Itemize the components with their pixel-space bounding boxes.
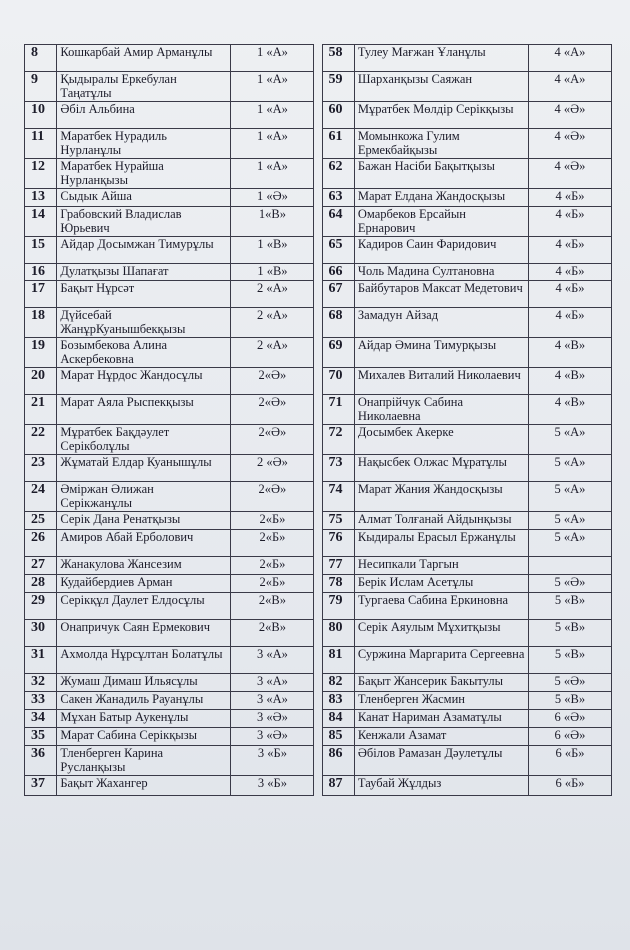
table-row xyxy=(25,264,612,281)
class-grade: 4 «Ә» xyxy=(528,159,611,189)
table-row xyxy=(25,692,612,710)
student-name: Мұратбек Мөлдір Серікқызы xyxy=(354,102,528,129)
class-grade: 2 «А» xyxy=(231,281,314,308)
class-grade: 4 «Б» xyxy=(528,189,611,207)
row-number: 86 xyxy=(322,746,354,776)
table-row xyxy=(25,575,612,593)
student-name: Алмат Толғанай Айдынқызы xyxy=(354,512,528,530)
column-gap xyxy=(314,674,322,692)
student-name: Сыдык Айша xyxy=(57,189,231,207)
student-name: Тленберген Карина Русланқызы xyxy=(57,746,231,776)
student-name: Онапрійчук Сабина Николаевна xyxy=(354,395,528,425)
column-gap xyxy=(314,72,322,102)
student-name: Марат Аяла Рыспекқызы xyxy=(57,395,231,425)
student-name: Айдар Досымжан Тимурұлы xyxy=(57,237,231,264)
column-gap xyxy=(314,728,322,746)
student-name: Амиров Абай Ерболович xyxy=(57,530,231,557)
class-grade: 5 «В» xyxy=(528,692,611,710)
table-row xyxy=(25,338,612,368)
column-gap xyxy=(314,710,322,728)
row-number: 66 xyxy=(322,264,354,281)
student-name: Дүйсебай ЖанұрКуанышбекқызы xyxy=(57,308,231,338)
table-row xyxy=(25,129,612,159)
table-row xyxy=(25,512,612,530)
row-number: 65 xyxy=(322,237,354,264)
column-gap xyxy=(314,746,322,776)
table-row xyxy=(25,593,612,620)
student-name: Бажан Насіби Бақытқызы xyxy=(354,159,528,189)
student-name: Кадиров Саин Фаридович xyxy=(354,237,528,264)
student-name: Марат Нұрдос Жандосұлы xyxy=(57,368,231,395)
student-name: Қыдыралы Еркебулан Таңатұлы xyxy=(57,72,231,102)
student-name: Маратбек Нурайша Нурланқызы xyxy=(57,159,231,189)
column-gap xyxy=(314,159,322,189)
class-grade xyxy=(528,557,611,575)
row-number: 8 xyxy=(25,45,57,72)
column-gap xyxy=(314,45,322,72)
row-number: 64 xyxy=(322,207,354,237)
student-name: Марат Елдана Жандосқызы xyxy=(354,189,528,207)
student-name: Берік Ислам Асетұлы xyxy=(354,575,528,593)
class-grade: 3 «А» xyxy=(231,692,314,710)
row-number: 87 xyxy=(322,776,354,796)
student-name: Әміржан Әлижан Серікжанұлы xyxy=(57,482,231,512)
row-number: 78 xyxy=(322,575,354,593)
row-number: 19 xyxy=(25,338,57,368)
class-grade: 5 «В» xyxy=(528,620,611,647)
class-grade: 2«В» xyxy=(231,620,314,647)
student-name: Әбіл Альбина xyxy=(57,102,231,129)
row-number: 37 xyxy=(25,776,57,796)
column-gap xyxy=(314,237,322,264)
table-row xyxy=(25,482,612,512)
roster-body xyxy=(25,45,612,796)
column-gap xyxy=(314,692,322,710)
class-grade: 1 «А» xyxy=(231,45,314,72)
student-name: Дулатқызы Шапағат xyxy=(57,264,231,281)
class-grade: 2«Ә» xyxy=(231,482,314,512)
class-grade: 1 «А» xyxy=(231,72,314,102)
row-number: 74 xyxy=(322,482,354,512)
row-number: 31 xyxy=(25,647,57,674)
class-grade: 3 «Ә» xyxy=(231,728,314,746)
class-grade: 1 «В» xyxy=(231,237,314,264)
column-gap xyxy=(314,776,322,796)
row-number: 20 xyxy=(25,368,57,395)
row-number: 13 xyxy=(25,189,57,207)
row-number: 21 xyxy=(25,395,57,425)
student-name: Тулеу Мағжан Ұланұлы xyxy=(354,45,528,72)
table-row xyxy=(25,237,612,264)
row-number: 22 xyxy=(25,425,57,455)
class-grade: 1 «А» xyxy=(231,129,314,159)
student-name: Серік Аяулым Мұхитқызы xyxy=(354,620,528,647)
table-row xyxy=(25,455,612,482)
student-name: Бозымбекова Алина Аскербековна xyxy=(57,338,231,368)
row-number: 67 xyxy=(322,281,354,308)
class-grade: 5 «В» xyxy=(528,593,611,620)
row-number: 10 xyxy=(25,102,57,129)
class-grade: 2«Ә» xyxy=(231,425,314,455)
student-name: Момынкожа Гулим Ермекбайқызы xyxy=(354,129,528,159)
row-number: 33 xyxy=(25,692,57,710)
class-grade: 5 «А» xyxy=(528,482,611,512)
student-name: Тленберген Жасмин xyxy=(354,692,528,710)
table-row xyxy=(25,189,612,207)
class-grade: 5 «А» xyxy=(528,455,611,482)
row-number: 69 xyxy=(322,338,354,368)
column-gap xyxy=(314,620,322,647)
row-number: 11 xyxy=(25,129,57,159)
class-grade: 6 «Б» xyxy=(528,746,611,776)
row-number: 70 xyxy=(322,368,354,395)
column-gap xyxy=(314,264,322,281)
table-row xyxy=(25,557,612,575)
row-number: 77 xyxy=(322,557,354,575)
row-number: 25 xyxy=(25,512,57,530)
class-grade: 2«Б» xyxy=(231,530,314,557)
class-grade: 4 «В» xyxy=(528,338,611,368)
class-grade: 3 «Ә» xyxy=(231,710,314,728)
column-gap xyxy=(314,189,322,207)
student-name: Канат Нариман Азаматұлы xyxy=(354,710,528,728)
class-grade: 4 «В» xyxy=(528,368,611,395)
row-number: 14 xyxy=(25,207,57,237)
student-name: Чоль Мадина Султановна xyxy=(354,264,528,281)
class-grade: 1 «А» xyxy=(231,102,314,129)
class-grade: 5 «А» xyxy=(528,530,611,557)
row-number: 85 xyxy=(322,728,354,746)
row-number: 32 xyxy=(25,674,57,692)
class-grade: 2«Б» xyxy=(231,557,314,575)
class-grade: 6 «Ә» xyxy=(528,710,611,728)
row-number: 68 xyxy=(322,308,354,338)
row-number: 17 xyxy=(25,281,57,308)
table-row xyxy=(25,620,612,647)
table-row xyxy=(25,728,612,746)
student-name: Замадун Айзад xyxy=(354,308,528,338)
table-row xyxy=(25,207,612,237)
column-gap xyxy=(314,281,322,308)
column-gap xyxy=(314,512,322,530)
student-name: Кыдиралы Ерасыл Ержанұлы xyxy=(354,530,528,557)
class-grade: 4 «Б» xyxy=(528,264,611,281)
student-name: Бақыт Жахангер xyxy=(57,776,231,796)
student-name: Маратбек Нурадиль Нурланұлы xyxy=(57,129,231,159)
class-grade: 6 «Б» xyxy=(528,776,611,796)
class-grade: 5 «В» xyxy=(528,647,611,674)
table-row xyxy=(25,368,612,395)
table-row xyxy=(25,72,612,102)
student-name: Сакен Жанадиль Рауанұлы xyxy=(57,692,231,710)
column-gap xyxy=(314,368,322,395)
table-row xyxy=(25,425,612,455)
row-number: 80 xyxy=(322,620,354,647)
student-name: Жұматай Елдар Куанышұлы xyxy=(57,455,231,482)
class-grade: 5 «А» xyxy=(528,425,611,455)
column-gap xyxy=(314,647,322,674)
row-number: 75 xyxy=(322,512,354,530)
student-name: Омарбеков Ерсайын Ернарович xyxy=(354,207,528,237)
student-roster-table xyxy=(24,44,612,796)
class-grade: 4 «Б» xyxy=(528,207,611,237)
column-gap xyxy=(314,308,322,338)
column-gap xyxy=(314,530,322,557)
column-gap xyxy=(314,593,322,620)
student-name: Әбілов Рамазан Дәулетұлы xyxy=(354,746,528,776)
student-name: Несипкали Таргын xyxy=(354,557,528,575)
row-number: 18 xyxy=(25,308,57,338)
student-name: Ахмолда Нұрсұлтан Болатұлы xyxy=(57,647,231,674)
row-number: 16 xyxy=(25,264,57,281)
column-gap xyxy=(314,557,322,575)
student-name: Нақысбек Олжас Мұратұлы xyxy=(354,455,528,482)
column-gap xyxy=(314,129,322,159)
student-name: Серік Дана Ренатқызы xyxy=(57,512,231,530)
row-number: 29 xyxy=(25,593,57,620)
column-gap xyxy=(314,482,322,512)
student-name: Суржина Маргарита Сергеевна xyxy=(354,647,528,674)
class-grade: 1 «В» xyxy=(231,264,314,281)
class-grade: 5 «Ә» xyxy=(528,674,611,692)
class-grade: 5 «А» xyxy=(528,512,611,530)
student-name: Марат Жания Жандосқызы xyxy=(354,482,528,512)
row-number: 72 xyxy=(322,425,354,455)
class-grade: 2«Ә» xyxy=(231,368,314,395)
class-grade: 4 «Ә» xyxy=(528,102,611,129)
column-gap xyxy=(314,395,322,425)
class-grade: 3 «Б» xyxy=(231,746,314,776)
student-name: Таубай Жұлдыз xyxy=(354,776,528,796)
class-grade: 5 «Ә» xyxy=(528,575,611,593)
class-grade: 2«В» xyxy=(231,593,314,620)
class-grade: 4 «Б» xyxy=(528,281,611,308)
row-number: 24 xyxy=(25,482,57,512)
table-row xyxy=(25,395,612,425)
row-number: 73 xyxy=(322,455,354,482)
table-row xyxy=(25,530,612,557)
table-row xyxy=(25,308,612,338)
class-grade: 3 «А» xyxy=(231,674,314,692)
student-name: Бақыт Жансерик Бакытулы xyxy=(354,674,528,692)
row-number: 28 xyxy=(25,575,57,593)
column-gap xyxy=(314,207,322,237)
row-number: 63 xyxy=(322,189,354,207)
class-grade: 3 «А» xyxy=(231,647,314,674)
table-row xyxy=(25,647,612,674)
row-number: 30 xyxy=(25,620,57,647)
student-name: Досымбек Акерке xyxy=(354,425,528,455)
student-name: Айдар Әмина Тимурқызы xyxy=(354,338,528,368)
class-grade: 2 «А» xyxy=(231,338,314,368)
column-gap xyxy=(314,425,322,455)
class-grade: 4 «Б» xyxy=(528,237,611,264)
table-row xyxy=(25,746,612,776)
student-name: Онапричук Саян Ермекович xyxy=(57,620,231,647)
row-number: 79 xyxy=(322,593,354,620)
row-number: 15 xyxy=(25,237,57,264)
row-number: 76 xyxy=(322,530,354,557)
student-name: Грабовский Владислав Юрьевич xyxy=(57,207,231,237)
row-number: 62 xyxy=(322,159,354,189)
class-grade: 4 «А» xyxy=(528,45,611,72)
row-number: 12 xyxy=(25,159,57,189)
row-number: 84 xyxy=(322,710,354,728)
student-name: Бақыт Нұрсәт xyxy=(57,281,231,308)
student-name: Кошкарбай Амир Арманұлы xyxy=(57,45,231,72)
column-gap xyxy=(314,102,322,129)
column-gap xyxy=(314,338,322,368)
student-name: Байбутаров Максат Медетович xyxy=(354,281,528,308)
class-grade: 2 «Ә» xyxy=(231,455,314,482)
table-row xyxy=(25,45,612,72)
student-name: Мұхан Батыр Аукенұлы xyxy=(57,710,231,728)
row-number: 23 xyxy=(25,455,57,482)
student-name: Марат Сабина Серікқызы xyxy=(57,728,231,746)
row-number: 35 xyxy=(25,728,57,746)
table-row xyxy=(25,776,612,796)
class-grade: 4 «Ә» xyxy=(528,129,611,159)
column-gap xyxy=(314,455,322,482)
class-grade: 2«Б» xyxy=(231,512,314,530)
row-number: 81 xyxy=(322,647,354,674)
table-row xyxy=(25,102,612,129)
student-name: Кенжали Азамат xyxy=(354,728,528,746)
student-name: Жанакулова Жансезим xyxy=(57,557,231,575)
class-grade: 2«Ә» xyxy=(231,395,314,425)
student-name: Жумаш Димаш Ильясұлы xyxy=(57,674,231,692)
student-name: Мұратбек Бақдәулет Серікболұлы xyxy=(57,425,231,455)
table-row xyxy=(25,159,612,189)
table-row xyxy=(25,710,612,728)
row-number: 26 xyxy=(25,530,57,557)
class-grade: 2«Б» xyxy=(231,575,314,593)
table-row xyxy=(25,281,612,308)
class-grade: 6 «Ә» xyxy=(528,728,611,746)
student-name: Тургаева Сабина Еркиновна xyxy=(354,593,528,620)
row-number: 36 xyxy=(25,746,57,776)
class-grade: 1«В» xyxy=(231,207,314,237)
row-number: 61 xyxy=(322,129,354,159)
class-grade: 2 «А» xyxy=(231,308,314,338)
row-number: 83 xyxy=(322,692,354,710)
student-name: Серікқұл Даулет Елдосұлы xyxy=(57,593,231,620)
student-name: Шарханқызы Саяжан xyxy=(354,72,528,102)
student-name: Михалев Виталий Николаевич xyxy=(354,368,528,395)
class-grade: 1 «А» xyxy=(231,159,314,189)
class-grade: 4 «В» xyxy=(528,395,611,425)
row-number: 34 xyxy=(25,710,57,728)
row-number: 9 xyxy=(25,72,57,102)
class-grade: 3 «Б» xyxy=(231,776,314,796)
row-number: 59 xyxy=(322,72,354,102)
row-number: 60 xyxy=(322,102,354,129)
student-name: Кудайбердиев Арман xyxy=(57,575,231,593)
table-row xyxy=(25,674,612,692)
class-grade: 1 «Ә» xyxy=(231,189,314,207)
row-number: 82 xyxy=(322,674,354,692)
class-grade: 4 «Б» xyxy=(528,308,611,338)
row-number: 58 xyxy=(322,45,354,72)
column-gap xyxy=(314,575,322,593)
row-number: 71 xyxy=(322,395,354,425)
class-grade: 4 «А» xyxy=(528,72,611,102)
row-number: 27 xyxy=(25,557,57,575)
